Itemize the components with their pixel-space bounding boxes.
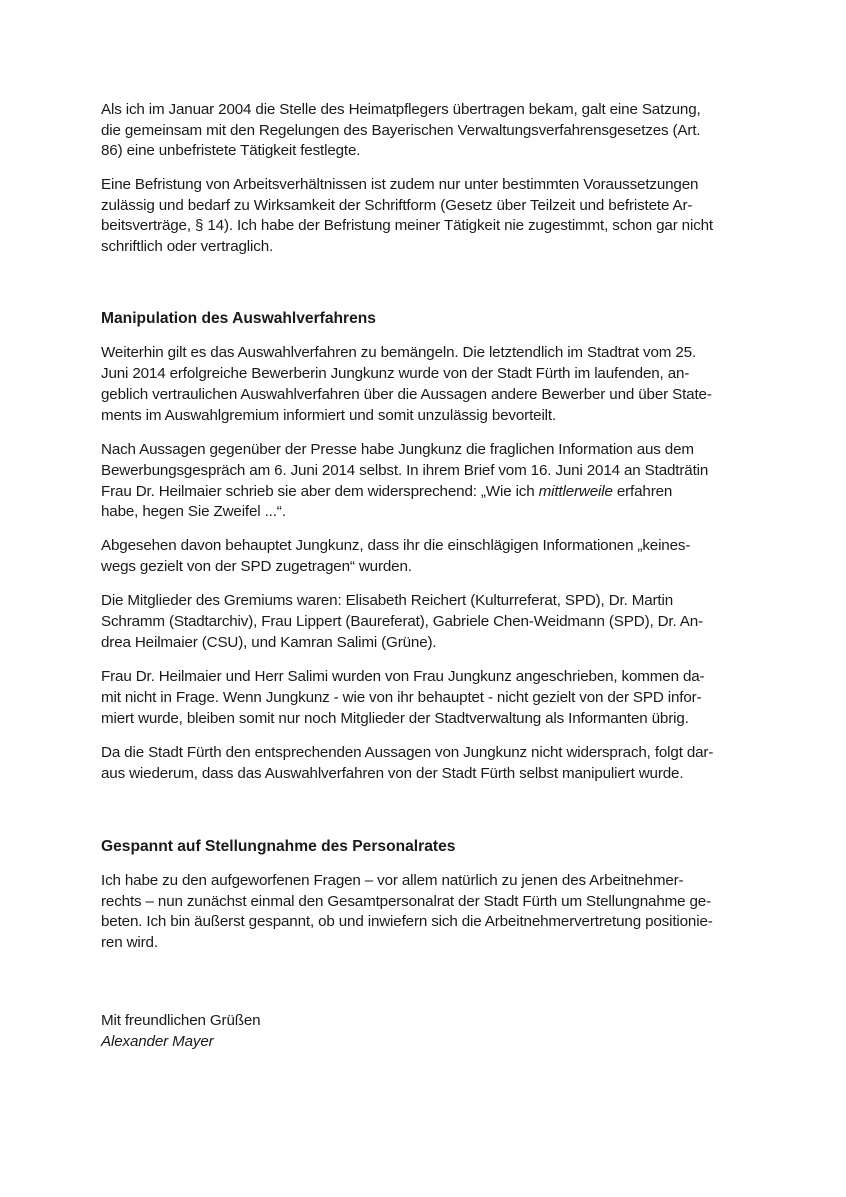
text-span: aus wiederum, dass das Auswahlverfahren von der Stadt Fürth selbst manipuliert wurde.	[101, 765, 684, 782]
paragraph-line	[101, 591, 673, 611]
text-span: rechts – nun zunächst einmal den Gesamtpersonalrat der Stadt Fürth um Stellungnahme ge-	[101, 893, 711, 910]
paragraph-line	[101, 100, 701, 120]
text-span: Manipulation des Auswahlverfahrens	[101, 310, 376, 327]
text-span: Weiterhin gilt es das Auswahlverfahren zu bemängeln. Die letztendlich im Stadtrat vom 25.	[101, 344, 697, 361]
text-span: beten. Ich bin äußerst gespannt, ob und inwiefern sich die Arbeitnehmervertretung positionie-	[101, 913, 713, 930]
text-span: miert wurde, bleiben somit nur noch Mitglieder der Stadtverwaltung als Informanten übrig.	[101, 710, 689, 727]
paragraph-line	[101, 688, 701, 708]
paragraph-line	[101, 871, 683, 891]
text-span: Nach Aussagen gegenüber der Presse habe Jungkunz die fraglichen Information aus dem	[101, 441, 694, 458]
paragraph-line	[101, 557, 412, 577]
text-span: ren wird.	[101, 934, 158, 951]
text-span: Da die Stadt Fürth den entsprechenden Aussagen von Jungkunz nicht widersprach, folgt dar-	[101, 744, 714, 761]
paragraph-line	[101, 612, 703, 632]
paragraph-line	[101, 141, 360, 161]
text-span: Mit freundlichen Grüßen	[101, 1012, 261, 1029]
paragraph-line	[101, 482, 672, 502]
section-heading	[101, 837, 455, 857]
paragraph-line	[101, 709, 689, 729]
text-span: Eine Befristung von Arbeitsverhältnissen ist zudem nur unter bestimmten Voraussetzungen	[101, 176, 699, 193]
paragraph-line	[101, 933, 158, 953]
text-span: mit nicht in Frage. Wenn Jungkunz - wie von ihr behauptet - nicht gezielt von der SPD infor-	[101, 689, 702, 706]
text-span: wegs gezielt von der SPD zugetragen“ wurden.	[101, 558, 412, 575]
section-heading	[101, 309, 376, 329]
paragraph-line	[101, 502, 286, 522]
signature-line	[101, 1032, 214, 1052]
text-span: beitsverträge, § 14). Ich habe der Befristung meiner Tätigkeit nie zugestimmt, schon gar nicht	[101, 217, 713, 234]
paragraph-line	[101, 121, 700, 141]
text-span: die gemeinsam mit den Regelungen des Bayerischen Verwaltungsverfahrensgesetzes (Art.	[101, 122, 701, 139]
text-span: Die Mitglieder des Gremiums waren: Elisabeth Reichert (Kulturreferat, SPD), Dr. Martin	[101, 592, 674, 609]
paragraph-line	[101, 892, 711, 912]
text-span: schriftlich oder vertraglich.	[101, 238, 274, 255]
text-span: ments im Auswahlgremium informiert und somit unzulässig bevorteilt.	[101, 407, 557, 424]
paragraph-line	[101, 461, 708, 481]
paragraph-line	[101, 175, 698, 195]
text-span: Juni 2014 erfolgreiche Bewerberin Jungkunz wurde von der Stadt Fürth im laufenden, an-	[101, 365, 690, 382]
paragraph-line	[101, 406, 556, 426]
text-span: Gespannt auf Stellungnahme des Personalrates	[101, 838, 456, 855]
paragraph-line	[101, 216, 713, 236]
paragraph-line	[101, 764, 683, 784]
paragraph-line	[101, 912, 713, 932]
text-span: Frau Dr. Heilmaier schrieb sie aber dem widersprechend: „Wie ich	[101, 483, 539, 500]
paragraph-line	[101, 440, 694, 460]
paragraph-line	[101, 667, 704, 687]
text-span: Ich habe zu den aufgeworfenen Fragen – vor allem natürlich zu jenen des Arbeitnehmer-	[101, 872, 684, 889]
text-span: Schramm (Stadtarchiv), Frau Lippert (Baureferat), Gabriele Chen-Weidmann (SPD), Dr. An-	[101, 613, 703, 630]
paragraph-line	[101, 364, 689, 384]
text-span: Bewerbungsgespräch am 6. Juni 2014 selbst. In ihrem Brief vom 16. Juni 2014 an Stadträtin	[101, 462, 709, 479]
text-span: Abgesehen davon behauptet Jungkunz, dass ihr die einschlägigen Informationen „keines-	[101, 537, 691, 554]
paragraph-line	[101, 237, 273, 257]
text-span: erfahren	[612, 483, 673, 500]
paragraph-line	[101, 536, 690, 556]
text-span: Als ich im Januar 2004 die Stelle des Heimatpflegers übertragen bekam, galt eine Satzung,	[101, 101, 701, 118]
italic-text: mittlerweile	[538, 483, 613, 500]
text-span: Frau Dr. Heilmaier und Herr Salimi wurden von Frau Jungkunz angeschrieben, kommen da-	[101, 668, 705, 685]
paragraph-line	[101, 633, 436, 653]
paragraph-line	[101, 385, 712, 405]
text-span: 86) eine unbefristete Tätigkeit festlegte.	[101, 142, 361, 159]
paragraph-line	[101, 343, 696, 363]
paragraph-line	[101, 743, 713, 763]
text-span: habe, hegen Sie Zweifel ...“.	[101, 503, 286, 520]
italic-text: Alexander Mayer	[101, 1033, 214, 1050]
signature-line	[101, 1011, 260, 1031]
text-span: zulässig und bedarf zu Wirksamkeit der Schriftform (Gesetz über Teilzeit und befristete Ar-	[101, 197, 693, 214]
text-span: geblich vertraulichen Auswahlverfahren über die Aussagen andere Bewerber und über State-	[101, 386, 712, 403]
text-span: drea Heilmaier (CSU), und Kamran Salimi (Grüne).	[101, 634, 437, 651]
paragraph-line	[101, 196, 692, 216]
